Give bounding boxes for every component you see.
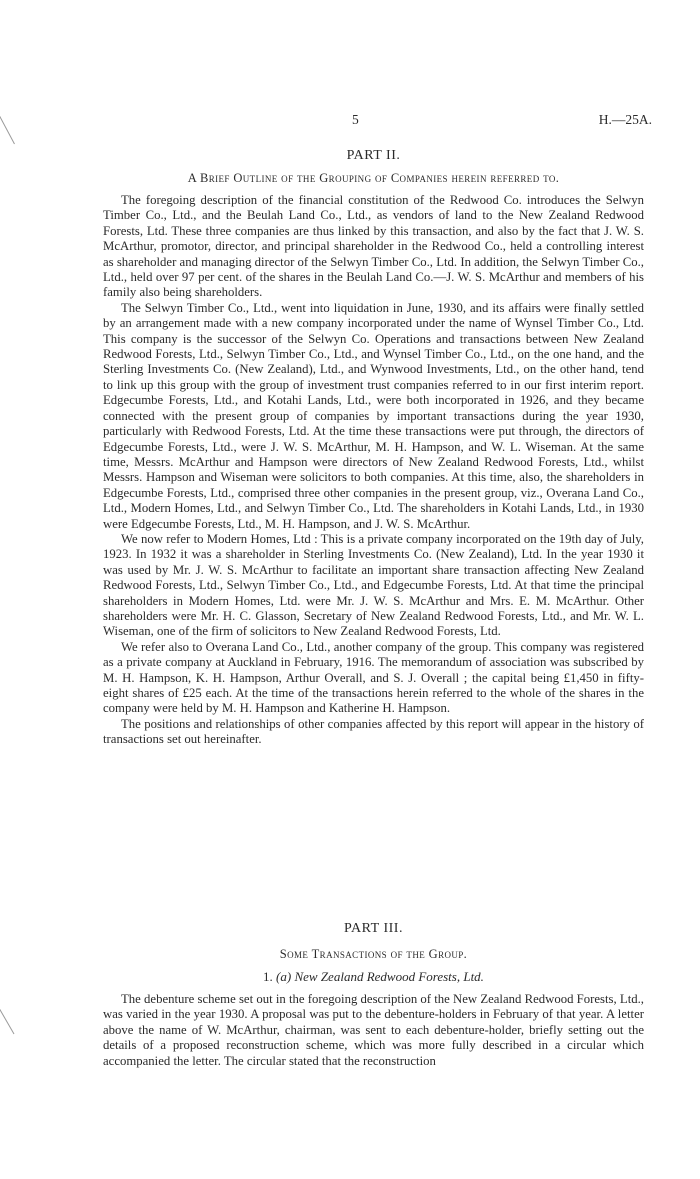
section-number: 1.: [263, 969, 273, 984]
part-two-title: PART II.: [346, 148, 401, 163]
page-number: 5: [352, 112, 359, 127]
margin-scan-mark: [0, 1008, 14, 1034]
part-two-subtitle: A Brief Outline of the Grouping of Companies herein referred to.: [187, 171, 560, 185]
document-reference: H.—25A.: [598, 112, 652, 127]
part-three-subtitle: Some Transactions of the Group.: [279, 947, 468, 961]
section-letter: (a): [276, 969, 292, 984]
page-header: [0, 112, 700, 132]
paragraph: We now refer to Modern Homes, Ltd : This is a private company incorporated on the 19th day of July, 1923. In 1932 it was a shareholder in Sterling Investments Co. (New Zealand), Ltd. In the year 1930 it was used by Mr. J. W. S. McArthur to facilitate an important share transaction affecting New Zealand Redwood Forests, Ltd., Selwyn Timber Co., Ltd., and Edgecumbe Forests, Ltd. At that time the principal shareholders in Modern Homes, Ltd. were Mr. J. W. S. McArthur and Mrs. E. M. McArthur. Other shareholders were Mr. H. C. Glasson, Secretary of New Zealand Redwood Forests, Ltd., and Mr. W. L. Wiseman, one of the firm of solicitors to New Zealand Redwood Forests, Ltd.: [103, 531, 644, 639]
paragraph: The positions and relationships of other companies affected by this report will appear in the history of transactions set out hereinafter.: [103, 716, 644, 747]
paragraph: The debenture scheme set out in the foregoing description of the New Zealand Redwood Forests, Ltd., was varied in the year 1930. A proposal was put to the debenture-holders in February of that year. A letter above the name of W. McArthur, chairman, was sent to each debenture-holder, briefly setting out the details of a proposed reconstruction scheme, which was more fully described in a circular which accompanied the letter. The circular stated that the reconstruction: [103, 992, 644, 1068]
part-two-body: [103, 193, 644, 748]
section-title: New Zealand Redwood Forests, Ltd.: [294, 969, 484, 984]
section-heading: [103, 969, 644, 985]
part-three-body: [103, 992, 644, 1069]
part-three-title: PART III.: [344, 921, 403, 936]
paragraph: The foregoing description of the financial constitution of the Redwood Co. introduces the Selwyn Timber Co., Ltd., and the Beulah Land Co., Ltd., as vendors of land to the New Zealand Redwood Forests, Ltd. These three companies are thus linked by this transaction, and also by the fact that J. W. S. McArthur, promotor, director, and principal shareholder in the Redwood Co., held a controlling interest as shareholder and managing director of the Selwyn Timber Co., Ltd. In addition, the Selwyn Timber Co., Ltd., held over 97 per cent. of the shares in the Beulah Land Co.—J. W. S. McArthur and members of his family also being shareholders.: [103, 193, 644, 300]
paragraph: We refer also to Overana Land Co., Ltd., another company of the group. This company was registered as a private company at Auckland in February, 1916. The memorandum of association was subscribed by M. H. Hampson, K. H. Hampson, Arthur Overall, and S. J. Overall ; the capital being £1,450 in fifty-eight shares of £25 each. At the time of the transactions herein referred to the whole of the shares in the company were held by M. H. Hampson and Katherine H. Hampson.: [103, 639, 644, 716]
paragraph: The Selwyn Timber Co., Ltd., went into liquidation in June, 1930, and its affairs were finally settled by an arrangement made with a new company incorporated under the name of Wynsel Timber Co., Ltd. This company is the successor of the Selwyn Co. Operations and transactions between New Zealand Redwood Forests, Ltd., Selwyn Timber Co., Ltd., and Wynsel Timber Co., Ltd., on the one hand, and the Sterling Investments Co. (New Zealand), Ltd., and Wynwood Investments, Ltd., on the other hand, tend to link up this group with the group of investment trust companies referred to in our first interim report. Edgecumbe Forests, Ltd., and Kotahi Lands, Ltd., were both incorporated in 1926, and they became connected with the present group of companies by important transactions during the year 1930, particularly with Redwood Forests, Ltd. At the time these transactions were put through, the directors of Edgecumbe Forests, Ltd., were J. W. S. McArthur, M. H. Hampson, and W. L. Wiseman. At the same time, Messrs. McArthur and Hampson were directors of New Zealand Redwood Forests, Ltd., whilst Messrs. Hampson and Wiseman were solicitors to both companies. At this time, also, the shareholders in Edgecumbe Forests, Ltd., comprised three other companies in the present group, viz., Overana Land Co., Ltd., Modern Homes, Ltd., and Selwyn Timber Co., Ltd. The shareholders in Kotahi Lands, Ltd., in 1930 were Edgecumbe Forests, Ltd., M. H. Hampson, and J. W. S. McArthur.: [103, 300, 644, 531]
